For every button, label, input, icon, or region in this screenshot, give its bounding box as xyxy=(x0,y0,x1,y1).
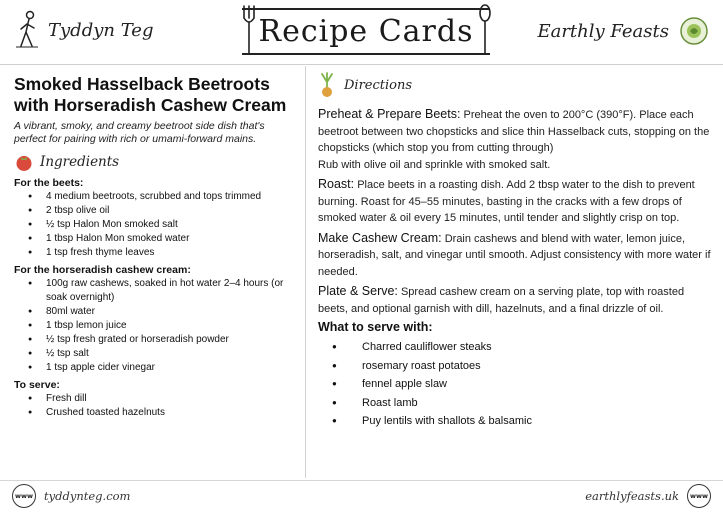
spoon-icon xyxy=(478,4,492,56)
serve-with-item: ● Puy lentils with shallots & balsamic xyxy=(332,412,714,431)
ingredient-item: ● Crushed toasted hazelnuts xyxy=(28,406,295,420)
ingredient-item: ● 1 tsp fresh thyme leaves xyxy=(28,246,295,260)
globe-www-icon: www xyxy=(687,484,711,508)
ingredient-item: ● ½ tsp Halon Mon smoked salt xyxy=(28,218,295,232)
serve-with-item: ● fennel apple slaw xyxy=(332,375,714,394)
direction-step xyxy=(318,283,714,317)
ingredients-heading-label: Ingredients xyxy=(40,154,120,170)
directions-panel xyxy=(318,72,714,478)
recipe-title xyxy=(14,74,295,116)
earthly-feasts-logo-icon xyxy=(679,16,709,46)
ingredient-item: ● 100g raw cashews, soaked in hot water 2–4 hours (or soak overnight) xyxy=(28,277,295,305)
ingredient-group-title: For the beets: xyxy=(14,177,84,189)
ingredient-item: ● 2 tbsp olive oil xyxy=(28,204,295,218)
brand-right xyxy=(537,16,709,46)
header xyxy=(0,0,723,64)
direction-step-label: Roast: xyxy=(318,177,355,191)
serve-with-list xyxy=(332,338,714,431)
brand-left xyxy=(14,10,154,50)
direction-step-text: Drain cashews and blend with water, lemon juice, horseradish, salt, and vinegar until smooth. Adjust consistency with more water if needed. xyxy=(318,232,711,278)
page-title: Recipe Cards xyxy=(258,13,474,49)
header-divider xyxy=(0,64,723,65)
footer-left xyxy=(12,484,130,508)
direction-step-text: Spread cashew cream on a serving plate, top with roasted beets, and optional garnish with dill, hazelnuts, and a final drizzle of oil. xyxy=(318,286,685,315)
recipe-subtitle: A vibrant, smoky, and creamy beetroot side dish that's perfect for pairing with rich or umami-forward mains. xyxy=(14,120,265,145)
direction-step xyxy=(318,106,714,173)
ingredient-item: ● ½ tsp salt xyxy=(28,347,295,361)
recipe-title-line-1: Smoked Hasselback Beetroots xyxy=(14,74,270,94)
serve-with-item: ● Roast lamb xyxy=(332,394,714,413)
spring-onion-icon xyxy=(318,72,336,98)
recipe-title-line-2: with Horseradish Cashew Cream xyxy=(14,95,287,115)
footer-right xyxy=(585,484,711,508)
serve-with-title: What to serve with: xyxy=(318,320,433,334)
tomato-icon xyxy=(14,152,34,172)
brand-left-name: Tyddyn Teg xyxy=(48,19,154,41)
ingredient-group-list xyxy=(28,392,295,420)
ingredient-group-list xyxy=(28,277,295,375)
direction-step xyxy=(318,230,714,281)
ingredients-panel xyxy=(0,66,306,478)
ingredient-item: ● 4 medium beetroots, scrubbed and tops trimmed xyxy=(28,190,295,204)
ingredients-list xyxy=(14,176,295,420)
direction-step-label: Plate & Serve: xyxy=(318,284,398,298)
ingredient-item: ● 1 tbsp Halon Mon smoked water xyxy=(28,232,295,246)
ingredient-group-title: To serve: xyxy=(14,379,60,391)
ingredient-item: ● 80ml water xyxy=(28,305,295,319)
walking-figure-logo-icon xyxy=(14,10,40,50)
direction-step-extra: Rub with olive oil and sprinkle with smoked salt. xyxy=(318,158,551,171)
serve-with-item: ● rosemary roast potatoes xyxy=(332,357,714,376)
ingredient-group-title: For the horseradish cashew cream: xyxy=(14,264,191,276)
title-box xyxy=(242,8,489,55)
direction-step-text: Preheat the oven to 200°C (390°F). Place each beetroot between two chopsticks and slice thin Hasselback cuts, stopping on the chopsticks (which stop you from cutting through) xyxy=(318,109,710,154)
ingredient-item: ● Fresh dill xyxy=(28,392,295,406)
footer-left-url[interactable]: tyddynteg.com xyxy=(44,489,131,503)
direction-step xyxy=(318,176,714,227)
serve-with-item: ● Charred cauliflower steaks xyxy=(332,338,714,357)
directions-heading-label: Directions xyxy=(344,77,413,93)
ingredient-item: ● 1 tsp apple cider vinegar xyxy=(28,361,295,375)
brand-right-name: Earthly Feasts xyxy=(537,20,669,42)
ingredient-group-list xyxy=(28,190,295,260)
globe-www-icon: www xyxy=(12,484,36,508)
directions-heading xyxy=(318,72,714,98)
footer-right-url[interactable]: earthlyfeasts.uk xyxy=(585,489,679,503)
direction-step-label: Make Cashew Cream: xyxy=(318,230,442,245)
title-frame xyxy=(236,6,496,56)
direction-step-text: Place beets in a roasting dish. Add 2 tbsp water to the dish to prevent burning. Roast for 45–55 minutes, basting in the cracks with a few drops of smoked water & oil every 15 minutes, until tender and slightly crisp on top. xyxy=(318,179,695,224)
ingredient-item: ● ½ tsp fresh grated or horseradish powder xyxy=(28,333,295,347)
footer-divider xyxy=(0,480,723,481)
direction-step-label: Preheat & Prepare Beets: xyxy=(318,107,461,121)
ingredients-heading xyxy=(14,152,295,172)
ingredient-item: ● 1 tbsp lemon juice xyxy=(28,319,295,333)
